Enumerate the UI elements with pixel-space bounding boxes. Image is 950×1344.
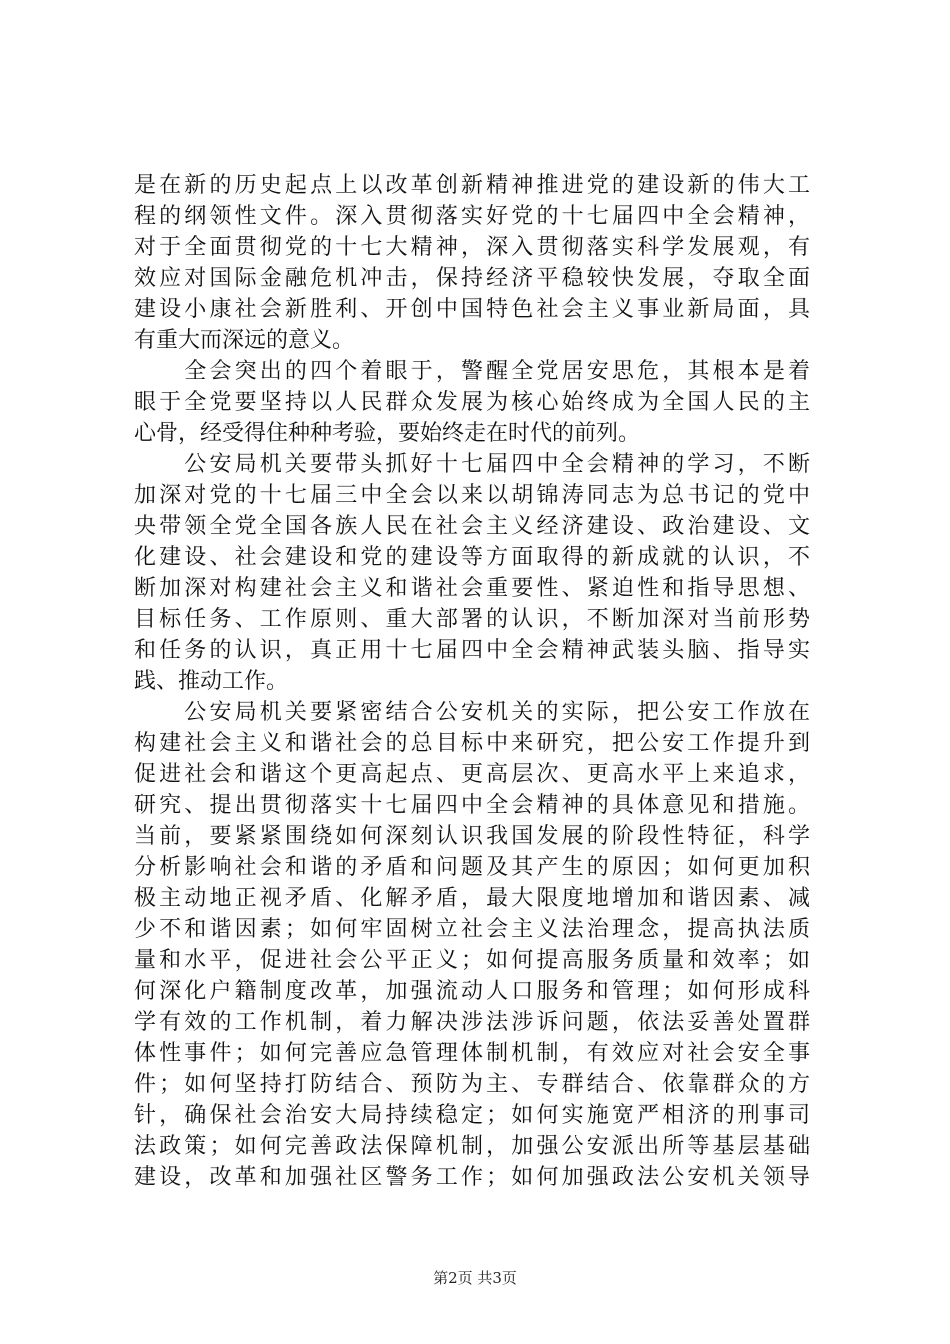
text-line: 效应对国际金融危机冲击，保持经济平稳较快发展，夺取全面: [134, 266, 810, 291]
text-line: 加深对党的十七届三中全会以来以胡锦涛同志为总书记的党中: [134, 483, 810, 508]
text-line: 件；如何坚持打防结合、预防为主、专群结合、依靠群众的方: [134, 1072, 810, 1097]
text-line: 眼于全党要坚持以人民群众发展为核心始终成为全国人民的主: [134, 390, 810, 415]
text-line: 和任务的认识，真正用十七届四中全会精神武装头脑、指导实: [134, 638, 810, 663]
text-line: 建设小康社会新胜利、开创中国特色社会主义事业新局面，具: [134, 297, 810, 322]
text-line: 针，确保社会治安大局持续稳定；如何实施宽严相济的刑事司: [134, 1103, 810, 1128]
page-footer: 第2页 共3页: [433, 1269, 517, 1287]
text-line: 对于全面贯彻党的十七大精神，深入贯彻落实科学发展观，有: [134, 235, 810, 260]
text-line: 促进社会和谐这个更高起点、更高层次、更高水平上来追求，: [134, 762, 810, 787]
text-line: 央带领全党全国各族人民在社会主义经济建设、政治建设、文: [134, 514, 810, 539]
text-line: 心骨，经受得住种种考验，要始终走在时代的前列。: [134, 421, 641, 446]
text-line: 建设，改革和加强社区警务工作；如何加强政法公安机关领导: [134, 1165, 810, 1190]
text-line: 少不和谐因素；如何牢固树立社会主义法治理念，提高执法质: [134, 917, 810, 942]
text-line: 分析影响社会和谐的矛盾和问题及其产生的原因；如何更加积: [134, 855, 810, 880]
text-line: 法政策；如何完善政法保障机制，加强公安派出所等基层基础: [134, 1134, 810, 1159]
text-line: 公安局机关要带头抓好十七届四中全会精神的学习，不断: [134, 452, 810, 477]
text-line: 极主动地正视矛盾、化解矛盾，最大限度地增加和谐因素、减: [134, 886, 810, 911]
text-line: 量和水平，促进社会公平正义；如何提高服务质量和效率；如: [134, 948, 810, 973]
text-line: 目标任务、工作原则、重大部署的认识，不断加深对当前形势: [134, 607, 810, 632]
text-line: 有重大而深远的意义。: [134, 328, 355, 353]
text-line: 是在新的历史起点上以改革创新精神推进党的建设新的伟大工: [134, 173, 810, 198]
document-body: [134, 170, 810, 1193]
text-line: 公安局机关要紧密结合公安机关的实际，把公安工作放在: [134, 700, 810, 725]
text-line: 研究、提出贯彻落实十七届四中全会精神的具体意见和措施。: [134, 793, 810, 818]
text-line: 体性事件；如何完善应急管理体制机制，有效应对社会安全事: [134, 1041, 810, 1066]
text-line: 断加深对构建社会主义和谐社会重要性、紧迫性和指导思想、: [134, 576, 810, 601]
text-line: 学有效的工作机制，着力解决涉法涉诉问题，依法妥善处置群: [134, 1010, 810, 1035]
text-line: 程的纲领性文件。深入贯彻落实好党的十七届四中全会精神，: [134, 204, 810, 229]
text-line: 当前，要紧紧围绕如何深刻认识我国发展的阶段性特征，科学: [134, 824, 810, 849]
text-line: 何深化户籍制度改革，加强流动人口服务和管理；如何形成科: [134, 979, 810, 1004]
text-line: 践、推动工作。: [134, 669, 289, 694]
text-line: 全会突出的四个着眼于，警醒全党居安思危，其根本是着: [134, 359, 810, 384]
text-line: 构建社会主义和谐社会的总目标中来研究，把公安工作提升到: [134, 731, 810, 756]
text-line: 化建设、社会建设和党的建设等方面取得的新成就的认识，不: [134, 545, 810, 570]
